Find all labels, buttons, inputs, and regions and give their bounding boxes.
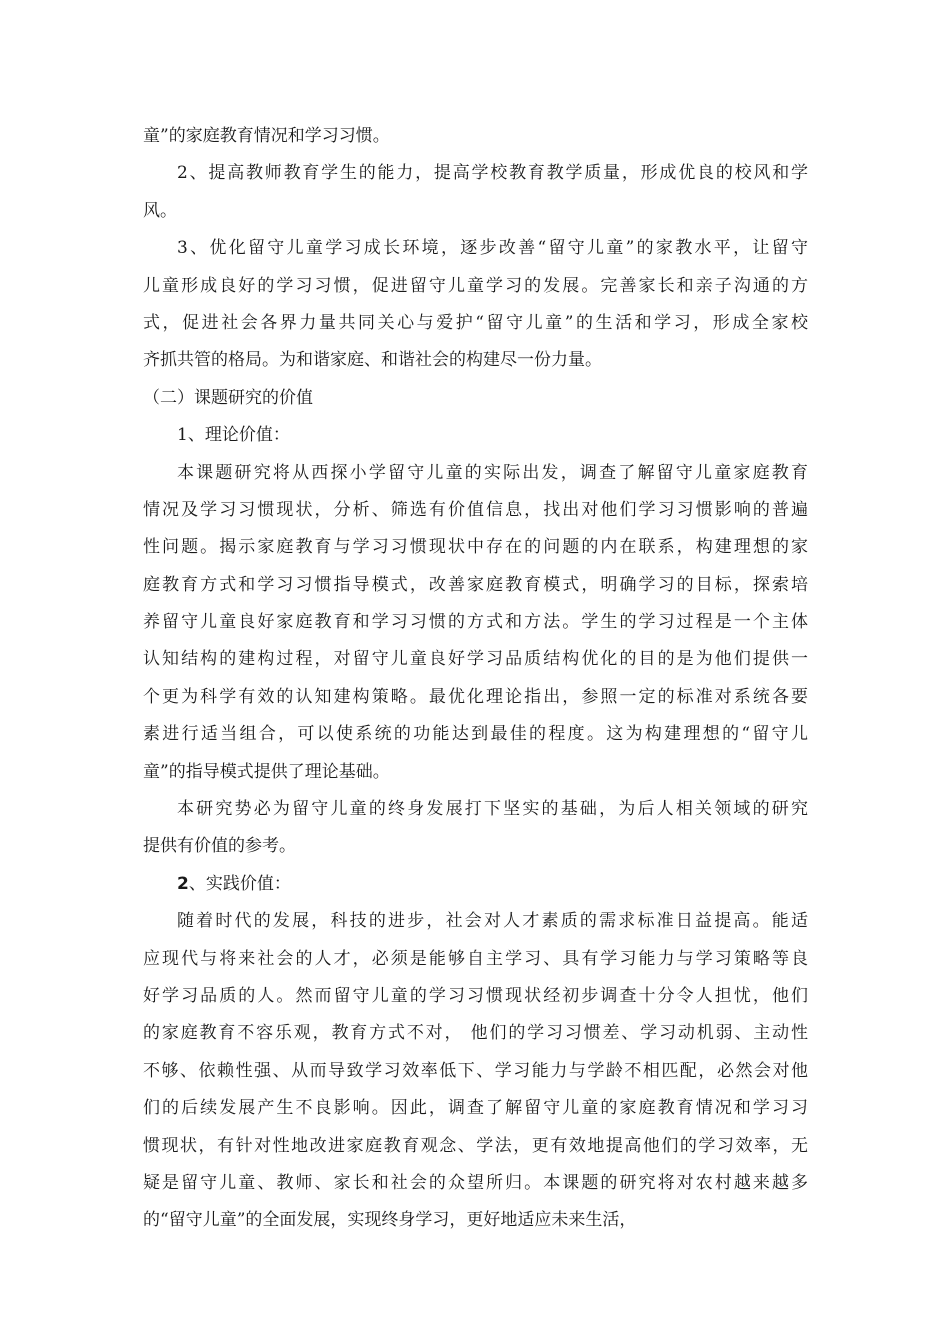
heading-number: 2 [177,873,189,894]
subsection-heading: 1、理论价值： [177,425,290,446]
paragraph-line: 个更为科学有效的认知建构策略。最优化理论指出，参照一定的标准对系统各要 [143,686,808,707]
paragraph-line: 风。 [143,200,177,221]
heading-text: 、实践价值： [188,873,291,894]
document-page [143,118,808,1240]
section-heading: （二）课题研究的价值 [143,387,313,408]
paragraph-line: 式，促进社会各界力量共同关心与爱护“留守儿童”的生活和学习，形成全家校 [143,312,808,333]
paragraph-line: 的家庭教育不容乐观，教育方式不对， 他们的学习习惯差、学习动机弱、主动性 [143,1023,808,1044]
paragraph-line: 性问题。揭示家庭教育与学习习惯现状中存在的问题的内在联系，构建理想的家 [143,537,808,558]
paragraph-line: 好学习品质的人。然而留守儿童的学习习惯现状经初步调查十分令人担忧，他们 [143,985,808,1006]
paragraph-line: 随着时代的发展，科技的进步，社会对人才素质的需求标准日益提高。能适 [177,911,808,932]
paragraph-line: 认知结构的建构过程，对留守儿童良好学习品质结构优化的目的是为他们提供一 [143,649,808,670]
paragraph-line: 情况及学习习惯现状，分析、筛选有价值信息，找出对他们学习习惯影响的普遍 [143,499,808,520]
paragraph-line: 庭教育方式和学习习惯指导模式，改善家庭教育模式，明确学习的目标，探索培 [143,574,808,595]
paragraph-line: 提供有价值的参考。 [143,836,296,857]
paragraph-line: 养留守儿童良好家庭教育和学习习惯的方式和方法。学生的学习过程是一个主体 [143,612,808,633]
paragraph-line: 不够、依赖性强、从而导致学习效率低下、学习能力与学龄不相匹配，必然会对他 [143,1060,808,1081]
paragraph-line: 童”的指导模式提供了理论基础。 [143,761,390,782]
paragraph-line: 惯现状，有针对性地改进家庭教育观念、学法，更有效地提高他们的学习效率，无 [143,1135,808,1156]
paragraph-line: 2、提高教师教育学生的能力，提高学校教育教学质量，形成优良的校风和学 [177,163,808,184]
paragraph-line: 儿童形成良好的学习习惯，促进留守儿童学习的发展。完善家长和亲子沟通的方 [143,275,808,296]
subsection-heading [143,866,808,903]
paragraph-line: 应现代与将来社会的人才，必须是能够自主学习、具有学习能力与学习策略等良 [143,948,808,969]
paragraph-line: 本课题研究将从西探小学留守儿童的实际出发，调查了解留守儿童家庭教育 [177,462,808,483]
paragraph-line: 们的后续发展产生不良影响。因此，调查了解留守儿童的家庭教育情况和学习习 [143,1098,808,1119]
paragraph-line: 齐抓共管的格局。为和谐家庭、和谐社会的构建尽一份力量。 [143,350,602,371]
paragraph-line: 的“留守儿童”的全面发展，实现终身学习，更好地适应未来生活， [143,1210,637,1231]
paragraph-line: 本研究势必为留守儿童的终身发展打下坚实的基础，为后人相关领域的研究 [177,799,808,820]
paragraph-line: 3、优化留守儿童学习成长环境，逐步改善“留守儿童”的家教水平，让留守 [177,238,808,259]
paragraph-line: 疑是留守儿童、教师、家长和社会的众望所归。本课题的研究将对农村越来越多 [143,1172,808,1193]
paragraph-line: 素进行适当组合，可以使系统的功能达到最佳的程度。这为构建理想的“留守儿 [143,724,808,745]
paragraph-line: 童”的家庭教育情况和学习习惯。 [143,126,390,146]
